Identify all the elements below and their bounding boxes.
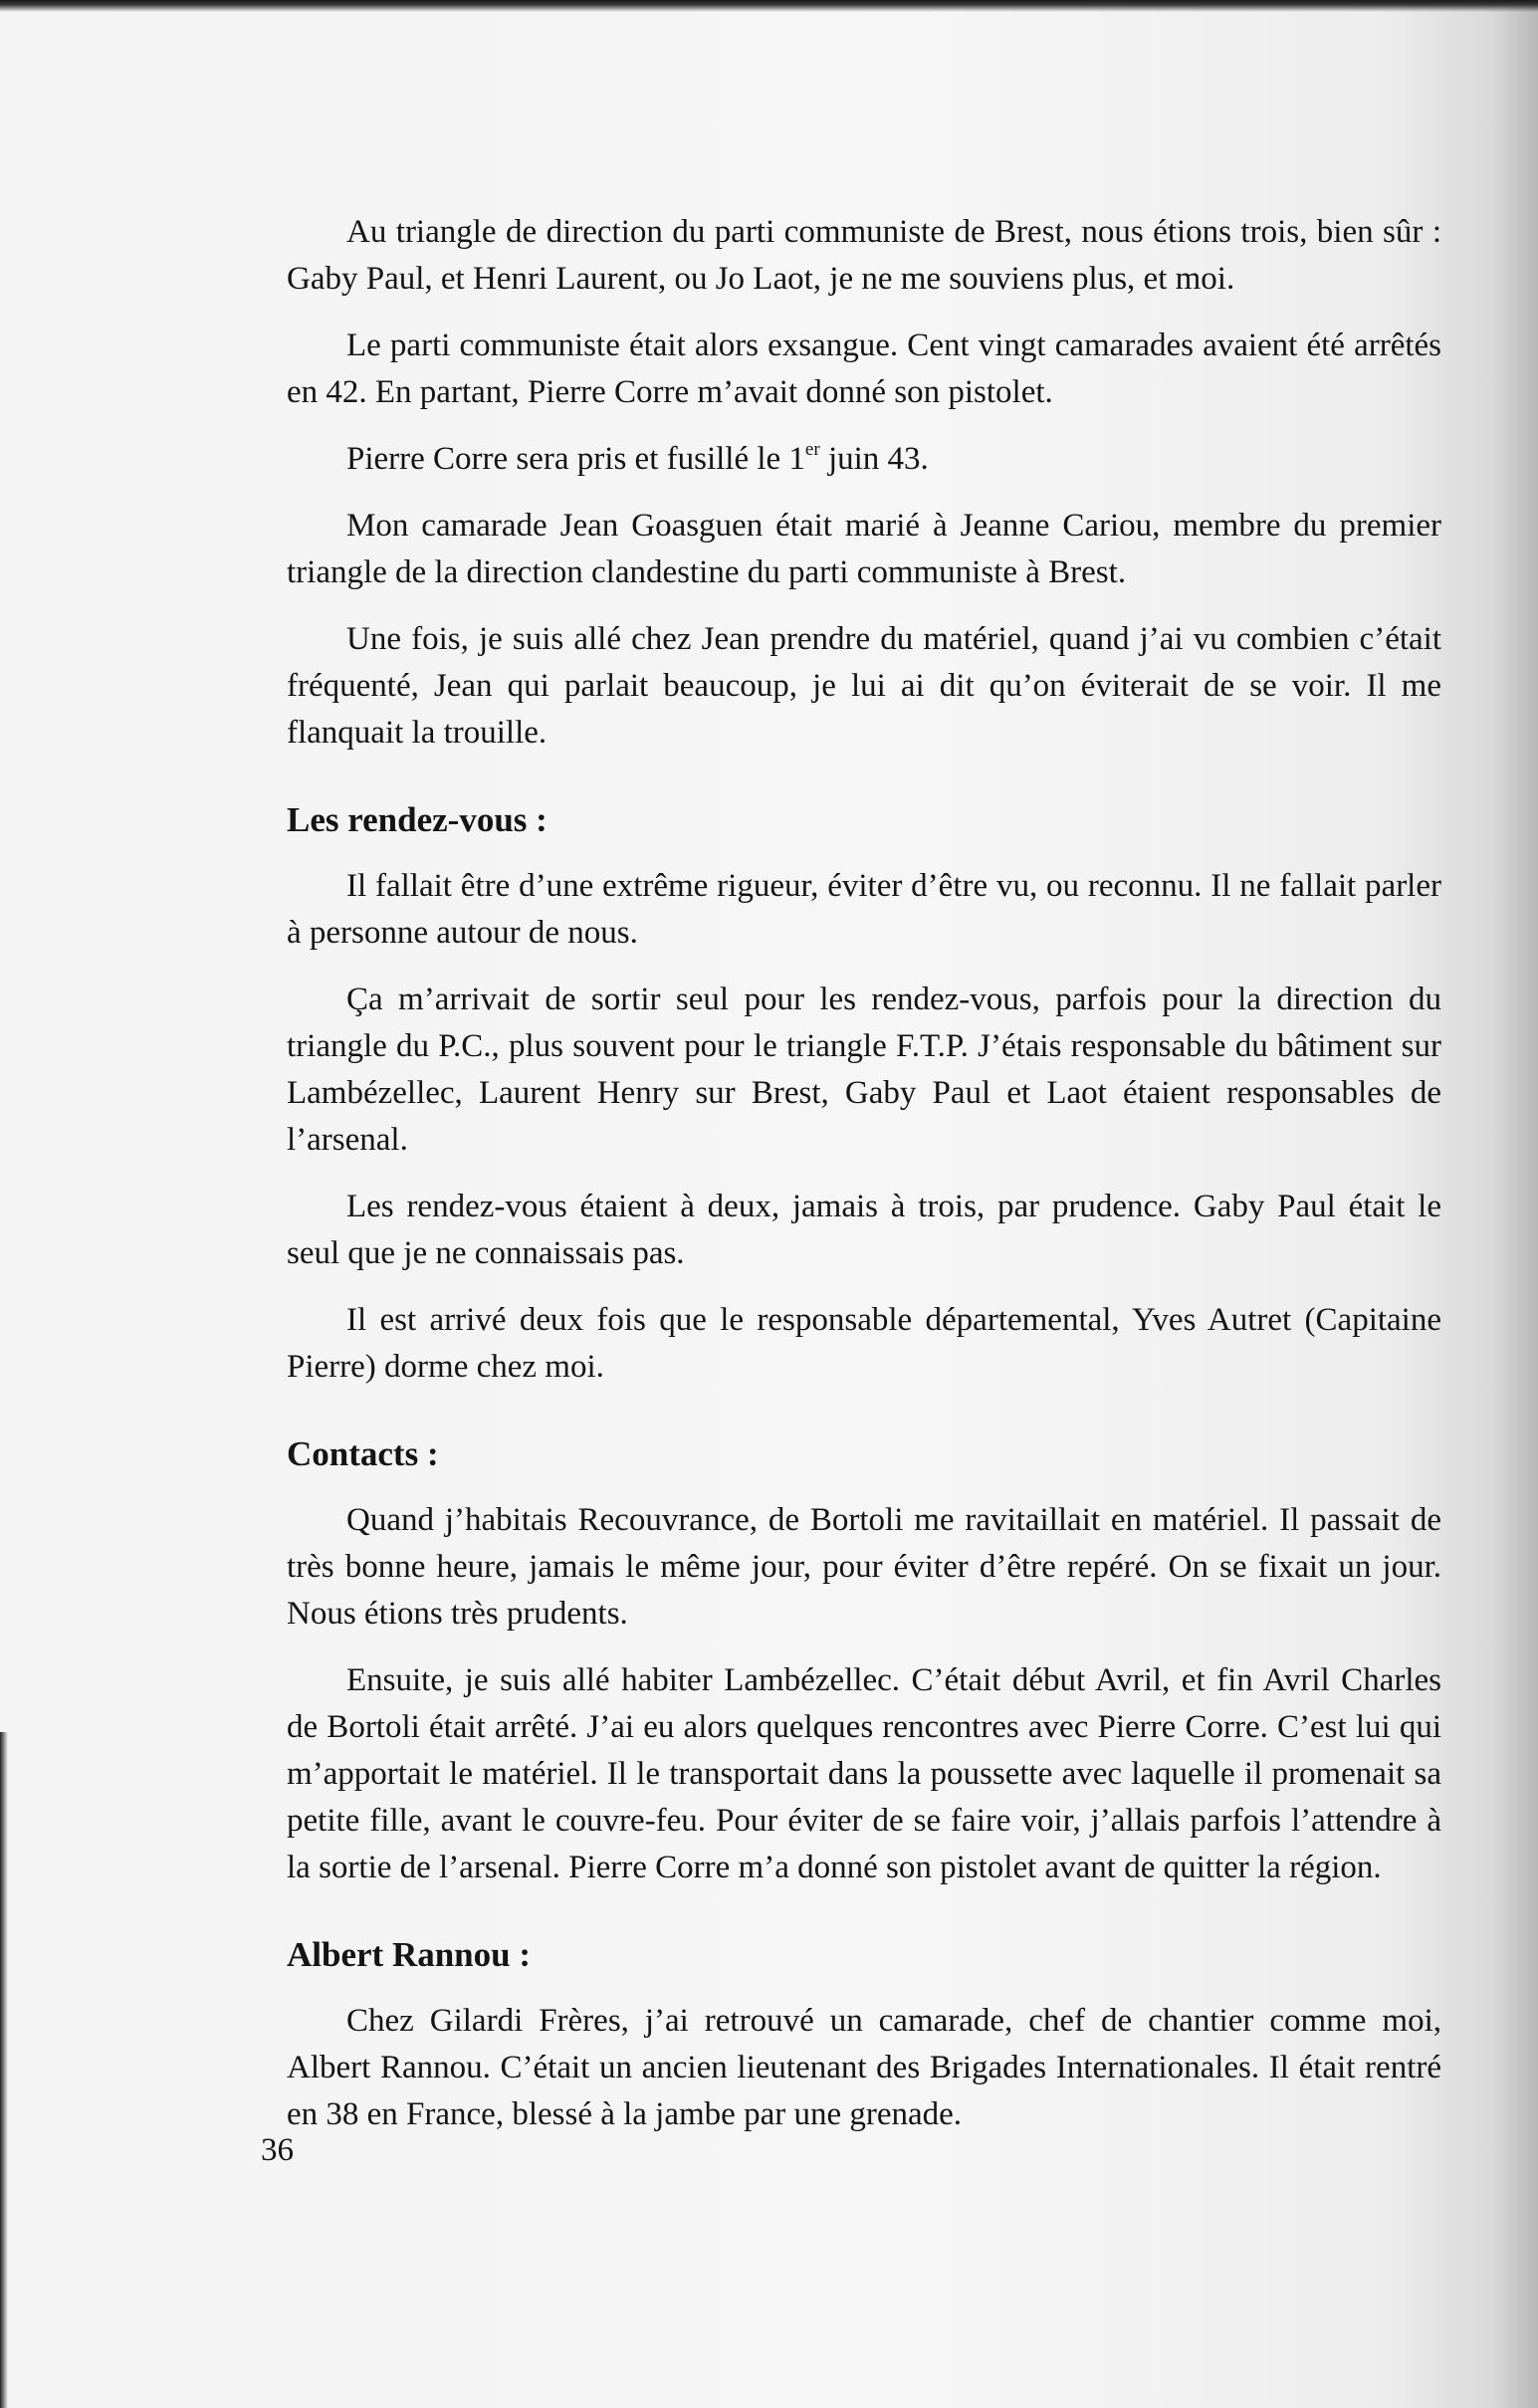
paragraph: Chez Gilardi Frères, j’ai retrouvé un camarade, chef de chantier comme moi, Albert Rannou. C’était un ancien lieutenant des Brigades Internationales. Il était rentré en 38 en France, blessé à la jambe par une grenade. (287, 2003, 1441, 2132)
paragraph: Quand j’habitais Recouvrance, de Bortoli me ravitaillait en matériel. Il passait de très bonne heure, jamais le même jour, pour éviter d’être repéré. On se fixait un jour. Nous étions très prudents. (287, 1502, 1441, 1632)
paragraph-text: juin 43. (819, 441, 929, 477)
paragraph-text: Pierre Corre sera pris et fusillé le 1 (346, 441, 805, 477)
scan-top-shadow (0, 0, 1538, 12)
section-heading: Les rendez-vous : (287, 800, 548, 839)
section-heading: Albert Rannou : (287, 1935, 532, 1974)
page-body (287, 209, 1441, 2158)
paragraph: Il est arrivé deux fois que le responsable départemental, Yves Autret (Capitaine Pierre) dorme chez moi. (287, 1302, 1441, 1385)
scan-left-shadow (0, 1732, 8, 2408)
page-number: 36 (261, 2132, 294, 2168)
paragraph (287, 436, 1441, 483)
paragraph: Le parti communiste était alors exsangue. Cent vingt camarades avaient été arrêtés en 42. En partant, Pierre Corre m’avait donné son pistolet. (287, 328, 1441, 410)
paragraph: Une fois, je suis allé chez Jean prendre du matériel, quand j’ai vu combien c’était fréquenté, Jean qui parlait beaucoup, je lui ai dit qu’on éviterait de se voir. Il me flanquait la trouille. (287, 621, 1441, 751)
paragraph: Mon camarade Jean Goasguen était marié à Jeanne Cariou, membre du premier triangle de la direction clandestine du parti communiste à Brest. (287, 508, 1441, 590)
ordinal-superscript: er (804, 439, 820, 460)
paragraph: Les rendez-vous étaient à deux, jamais à trois, par prudence. Gaby Paul était le seul que je ne connaissais pas. (287, 1189, 1441, 1271)
paragraph: Ensuite, je suis allé habiter Lambézellec. C’était début Avril, et fin Avril Charles de Bortoli était arrêté. J’ai eu alors quelques rencontres avec Pierre Corre. C’est lui qui m’apportait le matériel. Il le transportait dans la poussette avec laquelle il promenait sa petite fille, avant le couvre-feu. Pour éviter de se faire voir, j’allais parfois l’attendre à la sortie de l’arsenal. Pierre Corre m’a donné son pistolet avant de quitter la région. (287, 1662, 1441, 1885)
paragraph: Au triangle de direction du parti communiste de Brest, nous étions trois, bien sûr : Gaby Paul, et Henri Laurent, ou Jo Laot, je ne me souviens plus, et moi. (287, 214, 1441, 297)
paragraph: Il fallait être d’une extrême rigueur, éviter d’être vu, ou reconnu. Il ne fallait parler à personne autour de nous. (287, 868, 1441, 951)
section-heading: Contacts : (287, 1434, 439, 1473)
paragraph: Ça m’arrivait de sortir seul pour les rendez-vous, parfois pour la direction du triangle du P.C., plus souvent pour le triangle F.T.P. J’étais responsable du bâtiment sur Lambézellec, Laurent Henry sur Brest, Gaby Paul et Laot étaient responsables de l’arsenal. (287, 982, 1441, 1158)
